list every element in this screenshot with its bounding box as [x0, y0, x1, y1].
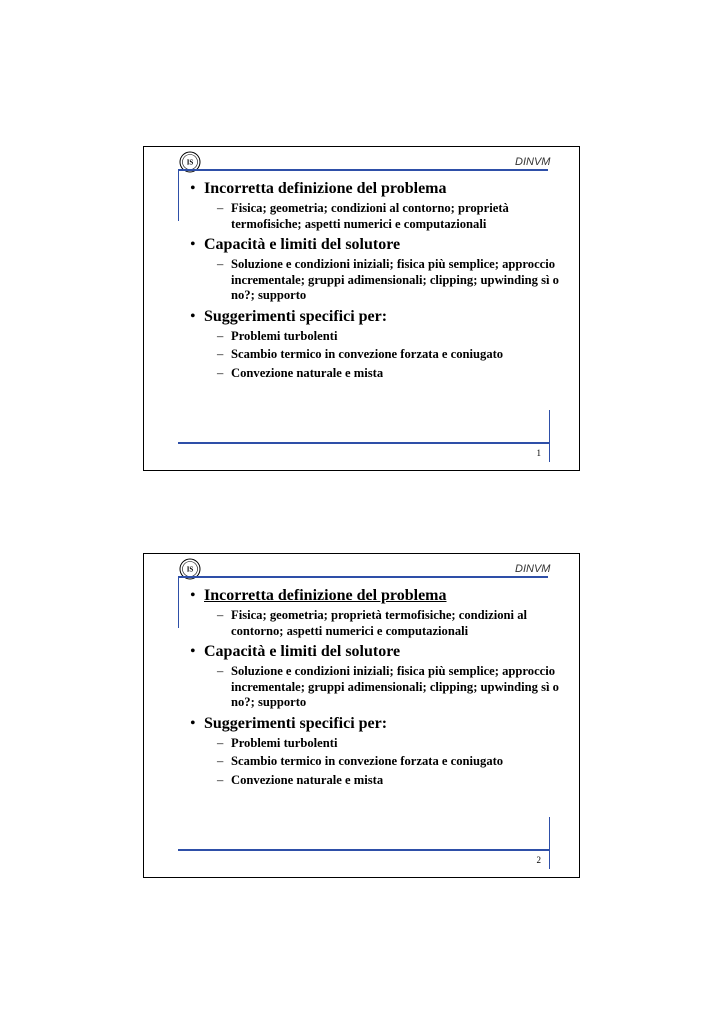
slide-1 — [143, 146, 580, 471]
header-side-rule — [178, 576, 179, 628]
page-number: 1 — [536, 448, 541, 458]
sub-item: – Soluzione e condizioni iniziali; fisica più semplice; approccio incrementale; gruppi adimensionali; clipping; upwinding sì o no?; supporto — [217, 257, 559, 302]
sub-item-text: Fisica; geometria; proprietà termofisiche; condizioni al contorno; aspetti numerici e computazionali — [231, 608, 527, 638]
seal-text: IS — [186, 565, 194, 574]
slide-2 — [143, 553, 580, 878]
bullet-item: • Suggerimenti specifici per: — [190, 714, 388, 732]
sub-item: – Problemi turbolenti — [217, 329, 560, 345]
footer-rule — [178, 442, 550, 444]
sub-list — [217, 329, 560, 382]
sub-item: – Soluzione e condizioni iniziali; fisica più semplice; approccio incrementale; gruppi adimensionali; clipping; upwinding sì o no?; supporto — [217, 664, 559, 709]
sub-list — [217, 257, 560, 304]
sub-item: – Scambio termico in convezione forzata e coniugato — [217, 347, 560, 363]
sub-item: – Convezione naturale e mista — [217, 773, 560, 789]
sub-list — [217, 664, 560, 711]
sub-item-text: Soluzione e condizioni iniziali; fisica più semplice; approccio incrementale; gruppi adimensionali; clipping; upwinding sì o no?; supporto — [231, 257, 559, 302]
bullet-title: Capacità e limiti del solutore — [204, 236, 401, 253]
sub-item-text: Fisica; geometria; condizioni al contorno; proprietà termofisiche; aspetti numerici e computazionali — [231, 201, 509, 231]
sub-item-text: Problemi turbolenti — [231, 735, 338, 750]
page-number: 2 — [536, 855, 541, 865]
dinvm-logo — [515, 560, 551, 574]
footer-side-rule — [549, 817, 550, 869]
sub-item-text: Problemi turbolenti — [231, 328, 338, 343]
sub-item-text: Convezione naturale e mista — [231, 365, 384, 380]
bullet-item: • Incorretta definizione del problema — [190, 587, 447, 604]
dinvm-logo — [515, 153, 551, 167]
bullet-title: Capacità e limiti del solutore — [204, 643, 401, 660]
bullet-title: Suggerimenti specifici per: — [204, 714, 388, 732]
sub-list — [217, 736, 560, 789]
sub-item-text: Soluzione e condizioni iniziali; fisica più semplice; approccio incrementale; gruppi adimensionali; clipping; upwinding sì o no?; supporto — [231, 664, 559, 709]
bullet-item: • Capacità e limiti del solutore — [190, 643, 401, 660]
bullet-item: • Capacità e limiti del solutore — [190, 236, 401, 253]
sub-item: – Scambio termico in convezione forzata e coniugato — [217, 754, 560, 770]
header-rule — [178, 169, 548, 171]
seal-text: IS — [186, 158, 194, 167]
sub-list — [217, 201, 560, 232]
footer-rule — [178, 849, 550, 851]
footer-side-rule — [549, 410, 550, 462]
slide-content — [190, 176, 560, 384]
dinvm-logo-text: DINVM — [515, 563, 551, 574]
sub-item-text: Scambio termico in convezione forzata e coniugato — [231, 347, 504, 361]
bullet-title: Incorretta definizione del problema — [204, 587, 447, 604]
slide-content — [190, 583, 560, 791]
sub-item-text: Scambio termico in convezione forzata e coniugato — [231, 754, 504, 768]
dinvm-logo-text: DINVM — [515, 156, 551, 167]
bullet-title: Incorretta definizione del problema — [204, 180, 447, 197]
bullet-item: • Incorretta definizione del problema — [190, 180, 447, 197]
header-side-rule — [178, 169, 179, 221]
header-rule — [178, 576, 548, 578]
sub-item: – Fisica; geometria; proprietà termofisiche; condizioni al contorno; aspetti numerici e computazionali — [217, 608, 560, 639]
sub-list — [217, 608, 560, 639]
bullet-title: Suggerimenti specifici per: — [204, 307, 388, 325]
bullet-item: • Suggerimenti specifici per: — [190, 307, 388, 325]
sub-item: – Fisica; geometria; condizioni al contorno; proprietà termofisiche; aspetti numerici e computazionali — [217, 201, 560, 232]
sub-item: – Problemi turbolenti — [217, 736, 560, 752]
sub-item: – Convezione naturale e mista — [217, 366, 560, 382]
sub-item-text: Convezione naturale e mista — [231, 772, 384, 787]
